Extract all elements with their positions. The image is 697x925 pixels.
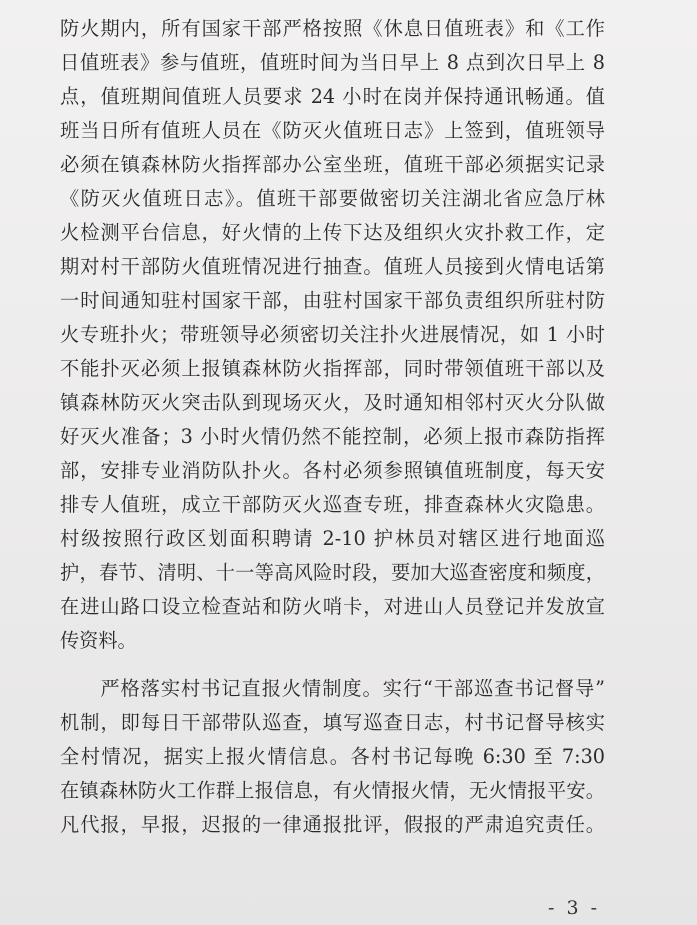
text-line: 镇森林防灭火突击队到现场灭火，及时通知相邻村灭火分队做 [60,391,605,414]
text-line: 凡代报，早报，迟报的一律通报批评，假报的严肃追究责任。 [60,813,605,836]
text-line: 不能扑灭必须上报镇森林防火指挥部，同时带领值班干部以及 [60,357,605,380]
text-line: 一时间通知驻村国家干部，由驻村国家干部负责组织所驻村防 [60,289,605,312]
text-line: 传资料。 [60,629,137,652]
paragraph-fire-duty [60,12,605,658]
page-number: - 3 - [548,897,601,919]
text-line: 必须在镇森林防火指挥部办公室坐班，值班干部必须据实记录 [60,153,605,176]
text-line: 部，安排专业消防队扑火。各村必须参照镇值班制度，每天安 [60,459,605,482]
text-line: 班当日所有值班人员在《防灭火值班日志》上签到，值班领导 [60,119,605,142]
text-line: 排专人值班，成立干部防灭火巡查专班，排查森林火灾隐患。 [60,493,605,516]
text-line: 好灭火准备；3 小时火情仍然不能控制，必须上报市森防指挥 [60,425,605,448]
text-line: 在镇森林防火工作群上报信息，有火情报火情，无火情报平安。 [60,779,605,802]
text-line: 防火期内，所有国家干部严格按照《休息日值班表》和《工作 [60,17,605,40]
text-line: 护，春节、清明、十一等高风险时段，要加大巡查密度和频度， [60,561,605,584]
document-body [60,12,605,842]
text-line: 机制，即每日干部带队巡查，填写巡查日志，村书记督导核实 [60,711,605,734]
text-line: 火检测平台信息，好火情的上传下达及组织火灾扑救工作，定 [60,221,605,244]
text-line: 在进山路口设立检查站和防火哨卡，对进山人员登记并发放宣 [60,595,605,618]
paragraph-direct-report [60,672,605,842]
text-line: 日值班表》参与值班，值班时间为当日早上 8 点到次日早上 8 [60,51,605,74]
paragraph-spacer [60,658,605,672]
text-line: 期对村干部防火值班情况进行抽查。值班人员接到火情电话第 [60,255,605,278]
text-line: 全村情况，据实上报火情信息。各村书记每晚 6:30 至 7:30 [60,745,605,768]
text-line: 火专班扑火；带班领导必须密切关注扑火进展情况，如 1 小时 [60,323,605,346]
text-line: 村级按照行政区划面积聘请 2-10 护林员对辖区进行地面巡 [60,527,605,550]
text-line: 点，值班期间值班人员要求 24 小时在岗并保持通讯畅通。值 [60,85,605,108]
text-line: 《防灭火值班日志》。值班干部要做密切关注湖北省应急厅林 [60,187,605,210]
text-line: 严格落实村书记直报火情制度。实行“干部巡查书记督导” [60,677,605,700]
